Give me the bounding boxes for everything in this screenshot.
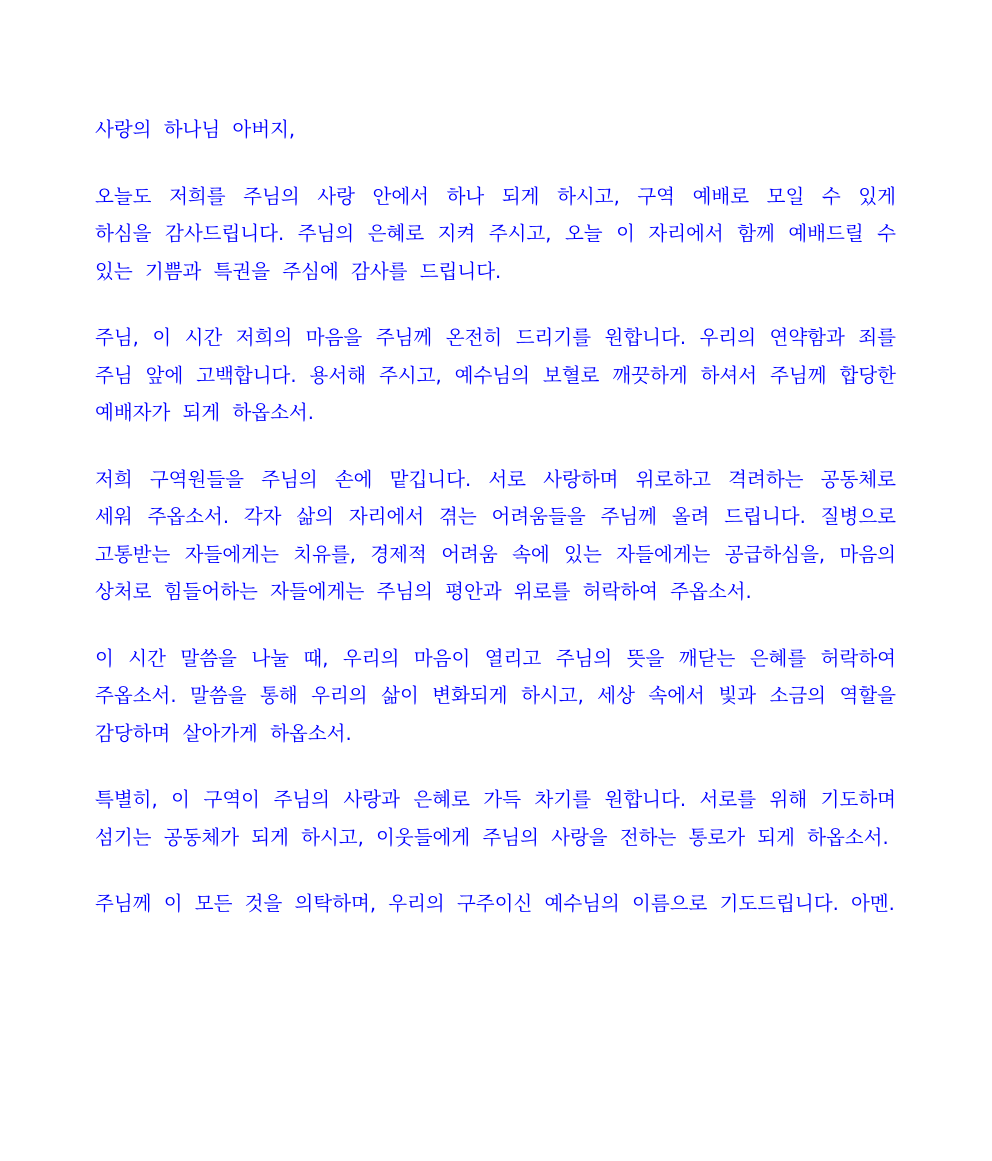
paragraph-closing: 주님께 이 모든 것을 의탁하며, 우리의 구주이신 예수님의 이름으로 기도드립니다. 아멘.: [95, 892, 895, 915]
paragraph-intercession: 저희 구역원들을 주님의 손에 맡깁니다. 서로 사랑하며 위로하고 격려하는 공동체로 세워 주옵소서. 각자 삶의 자리에서 겪는 어려움들을 주님께 올려 드립니다. 질병으로 고통받는 자들에게는 치유를, 경제적 어려움 속에 있는 자들에게는 공급하심을, 마음의 상처로 힘들어하는 자들에게는 주님의 평안과 위로를 허락하여 주옵소서.: [95, 467, 896, 603]
paragraph-thanksgiving: 오늘도 저희를 주님의 사랑 안에서 하나 되게 하시고, 구역 예배로 모일 수 있게 하심을 감사드립니다. 주님의 은혜로 지켜 주시고, 오늘 이 자리에서 함께 예배드릴 수 있는 기쁨과 특권을 주심에 감사를 드립니다.: [95, 184, 896, 283]
prayer-text: [95, 111, 896, 952]
paragraph-word-sharing: 이 시간 말씀을 나눌 때, 우리의 마음이 열리고 주님의 뜻을 깨닫는 은혜를 허락하여 주옵소서. 말씀을 통해 우리의 삶이 변화되게 하시고, 세상 속에서 빛과 소금의 역할을 감당하며 살아가게 하옵소서.: [95, 646, 896, 745]
greeting-line: 사랑의 하나님 아버지,: [95, 118, 296, 141]
paragraph-confession: 주님, 이 시간 저희의 마음을 주님께 온전히 드리기를 원합니다. 우리의 연약함과 죄를 주님 앞에 고백합니다. 용서해 주시고, 예수님의 보혈로 깨끗하게 하셔서 주님께 합당한 예배자가 되게 하옵소서.: [95, 326, 896, 424]
paragraph-community: 특별히, 이 구역이 주님의 사랑과 은혜로 가득 차기를 원합니다. 서로를 위해 기도하며 섬기는 공동체가 되게 하시고, 이웃들에게 주님의 사랑을 전하는 통로가 되게 하옵소서.: [95, 788, 896, 849]
